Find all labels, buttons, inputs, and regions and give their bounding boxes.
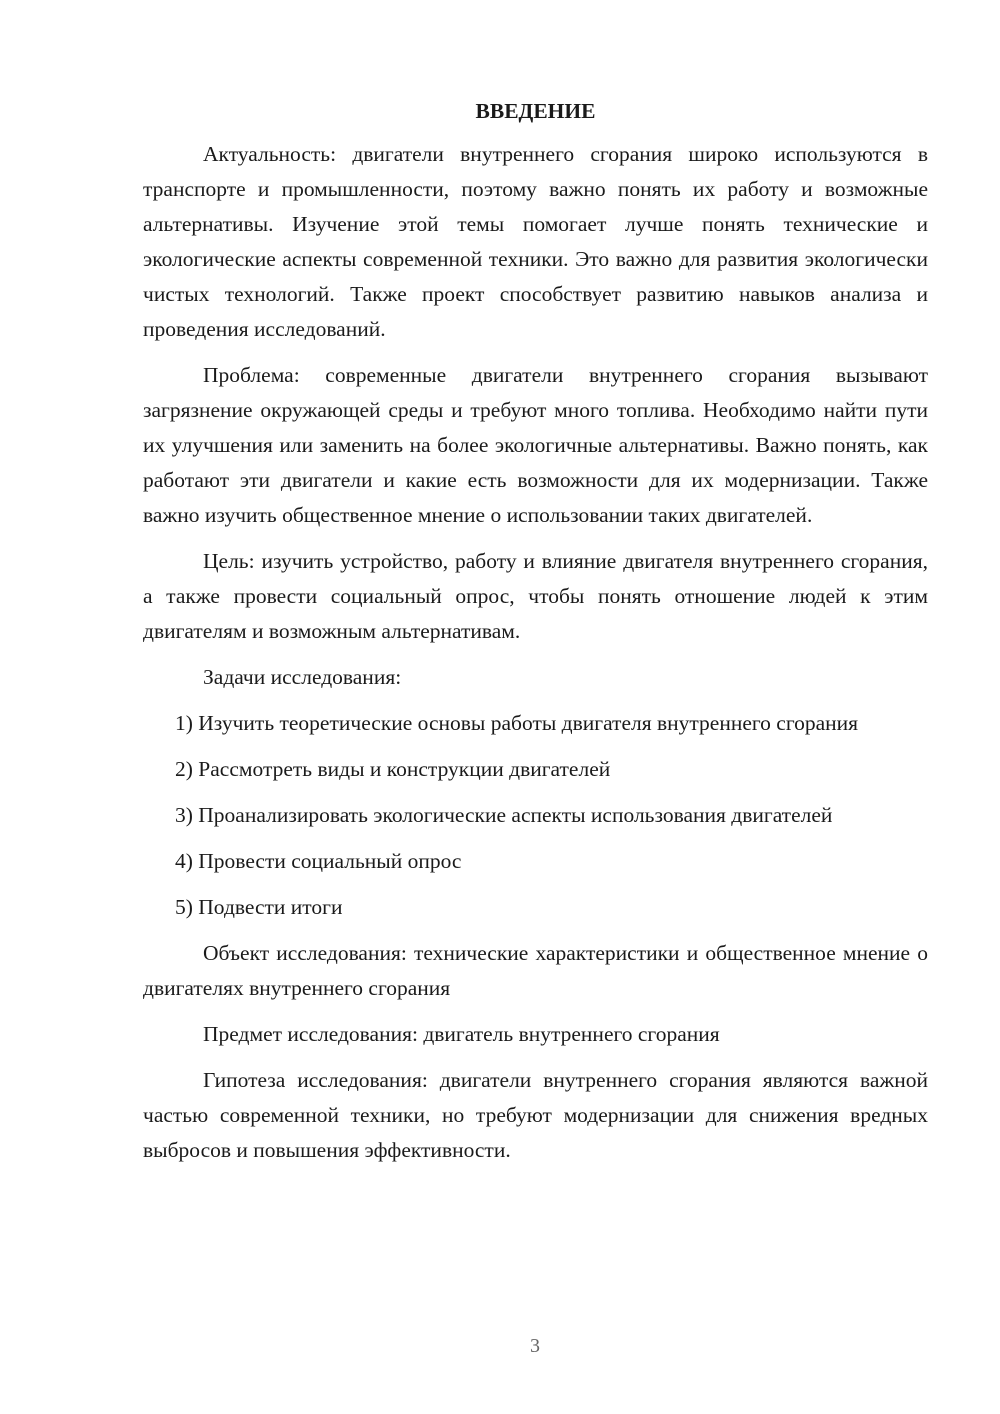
task-item-3: 3) Проанализировать экологические аспекты использования двигателей (175, 803, 833, 827)
paragraph-relevance: Актуальность: двигатели внутреннего сгорания широко используются в транспорте и промышленности, поэтому важно понять их работу и возможные альтернативы. Изучение этой темы помогает лучше понять технические и экологические аспекты современной техники. Это важно для развития экологически чистых технологий. Также проект способствует развитию навыков анализа и проведения исследований. (143, 142, 928, 341)
document-page (143, 96, 928, 1179)
page-number: 3 (530, 1335, 540, 1357)
paragraph-subject: Предмет исследования: двигатель внутреннего сгорания (203, 1022, 720, 1046)
task-item-2: 2) Рассмотреть виды и конструкции двигателей (175, 757, 611, 781)
section-title: ВВЕДЕНИЕ (475, 99, 596, 123)
task-item-5: 5) Подвести итоги (175, 895, 343, 919)
tasks-heading: Задачи исследования: (203, 665, 402, 689)
paragraph-problem: Проблема: современные двигатели внутреннего сгорания вызывают загрязнение окружающей среды и требуют много топлива. Необходимо найти пути их улучшения или заменить на более экологичные альтернативы. Важно понять, как работают эти двигатели и какие есть возможности для их модернизации. Также важно изучить общественное мнение о использовании таких двигателей. (143, 363, 928, 527)
task-item-1: 1) Изучить теоретические основы работы двигателя внутреннего сгорания (175, 711, 859, 735)
task-item-4: 4) Провести социальный опрос (175, 849, 462, 873)
paragraph-goal: Цель: изучить устройство, работу и влияние двигателя внутреннего сгорания, а также провести социальный опрос, чтобы понять отношение людей к этим двигателям и возможным альтернативам. (143, 549, 928, 643)
paragraph-hypothesis: Гипотеза исследования: двигатели внутреннего сгорания являются важной частью современной техники, но требуют модернизации для снижения вредных выбросов и повышения эффективности. (143, 1068, 928, 1162)
paragraph-object: Объект исследования: технические характеристики и общественное мнение о двигателях внутреннего сгорания (143, 941, 928, 1000)
